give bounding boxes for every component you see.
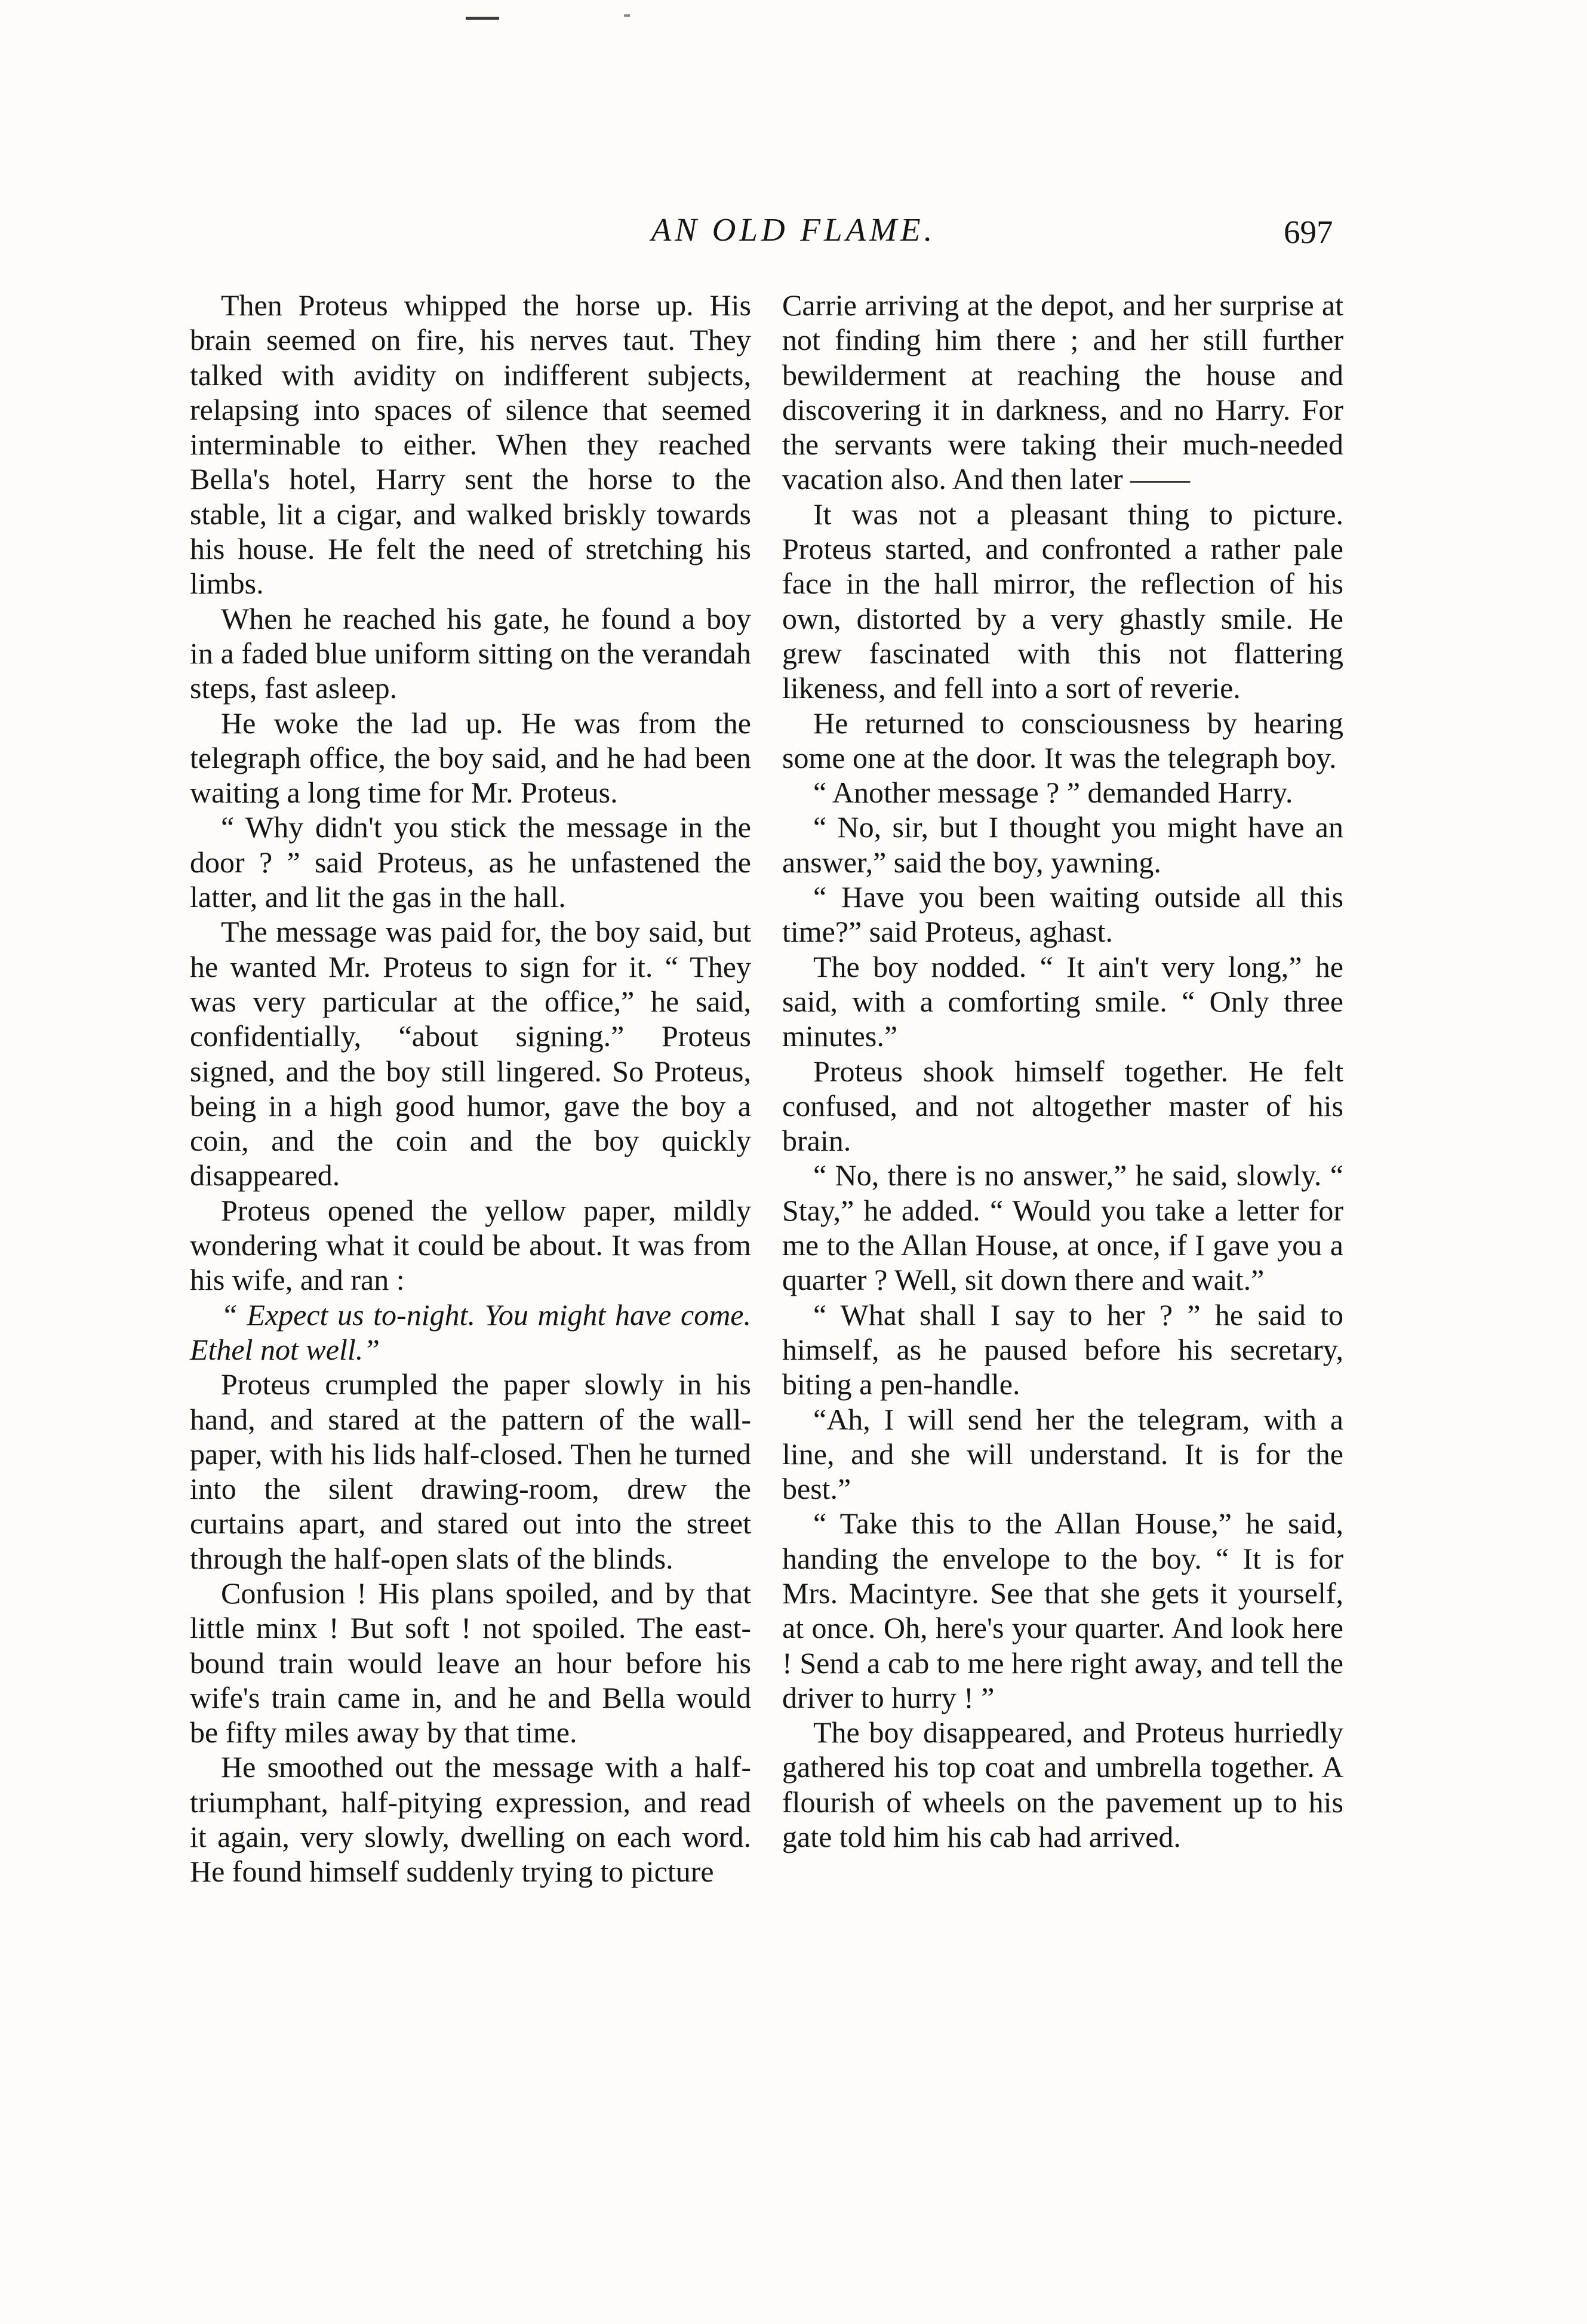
top-rule: [466, 17, 499, 20]
left-column: [190, 288, 751, 1889]
paragraph-continued: Carrie arriving at the depot, and her surprise at not finding him there ; and her still further bewilderment at reaching the house and discovering it in darkness, and no Harry. For the servants were taking their much-needed vacation also. And then later ——: [782, 288, 1343, 496]
paragraph: “ Take this to the Allan House,” he said, handing the envelope to the boy. “ It is for Mrs. Macintyre. See that she gets it yourself, at once. Oh, here's your quarter. And look here ! Send a cab to me here right away, and tell the driver to hurry ! ”: [782, 1507, 1343, 1714]
paragraph: “ Another message ? ” demanded Harry.: [813, 776, 1293, 810]
paragraph: He smoothed out the message with a half-triumphant, half-pitying expression, and read it again, very slowly, dwelling on each word. He found himself suddenly trying to picture: [190, 1750, 751, 1889]
paragraph: “ What shall I say to her ? ” he said to himself, as he paused before his secretary, biting a pen-handle.: [782, 1298, 1343, 1401]
running-title: AN OLD FLAME.: [651, 211, 936, 248]
paragraph: He woke the lad up. He was from the telegraph office, the boy said, and he had been waiting a long time for Mr. Proteus.: [190, 706, 751, 810]
paragraph: “ No, there is no answer,” he said, slowly. “ Stay,” he added. “ Would you take a letter for me to the Allan House, at once, if I gave you a quarter ? Well, sit down there and wait.”: [782, 1158, 1343, 1297]
telegram-text: “ Expect us to-night. You might have come. Ethel not well.”: [190, 1298, 751, 1366]
right-column: [782, 288, 1343, 1854]
paragraph: Proteus crumpled the paper slowly in his hand, and stared at the pattern of the wall-paper, with his lids half-closed. Then he turned into the silent drawing-room, drew the curtains apart, and stared out into the street through the half-open slats of the blinds.: [190, 1367, 751, 1575]
paragraph: When he reached his gate, he found a boy in a faded blue uniform sitting on the verandah steps, fast asleep.: [190, 601, 751, 705]
paragraph: “Ah, I will send her the telegram, with a line, and she will understand. It is for the best.”: [782, 1402, 1343, 1506]
paragraph: Proteus opened the yellow paper, mildly wondering what it could be about. It was from his wife, and ran :: [190, 1193, 751, 1297]
paragraph: The boy nodded. “ It ain't very long,” he said, with a comforting smile. “ Only three minutes.”: [782, 949, 1343, 1053]
paragraph: The message was paid for, the boy said, but he wanted Mr. Proteus to sign for it. “ They was very particular at the office,” he said, confidentially, “about signing.” Proteus signed, and the boy still lingered. So Proteus, being in a high good humor, gave the boy a coin, and the coin and the boy quickly disappeared.: [190, 915, 751, 1192]
paragraph: He returned to consciousness by hearing some one at the door. It was the telegraph boy.: [782, 706, 1343, 774]
paragraph: Confusion ! His plans spoiled, and by that little minx ! But soft ! not spoiled. The east-bound train would leave an hour before his wife's train came in, and he and Bella would be fifty miles away by that time.: [190, 1576, 751, 1750]
paragraph: “ Have you been waiting outside all this time?” said Proteus, aghast.: [782, 880, 1343, 949]
paragraph: “ Why didn't you stick the message in the door ? ” said Proteus, as he unfastened the latter, and lit the gas in the hall.: [190, 810, 751, 914]
paragraph: The boy disappeared, and Proteus hurriedly gathered his top coat and umbrella together. A flourish of wheels on the pavement up to his gate told him his cab had arrived.: [782, 1716, 1343, 1854]
paragraph: Then Proteus whipped the horse up. His brain seemed on fire, his nerves taut. They talked with avidity on indifferent subjects, relapsing into spaces of silence that seemed interminable to either. When they reached Bella's hotel, Harry sent the horse to the stable, lit a cigar, and walked briskly towards his house. He felt the need of stretching his limbs.: [190, 288, 751, 601]
top-mark: [624, 14, 630, 17]
paragraph: It was not a pleasant thing to picture. Proteus started, and confronted a rather pale face in the hall mirror, the reflection of his own, distorted by a very ghastly smile. He grew fascinated with this not flattering likeness, and fell into a sort of reverie.: [782, 497, 1343, 705]
page-number: 697: [1284, 214, 1333, 250]
paragraph: “ No, sir, but I thought you might have an answer,” said the boy, yawning.: [782, 810, 1343, 879]
paragraph: Proteus shook himself together. He felt confused, and not altogether master of his brain.: [782, 1054, 1343, 1158]
